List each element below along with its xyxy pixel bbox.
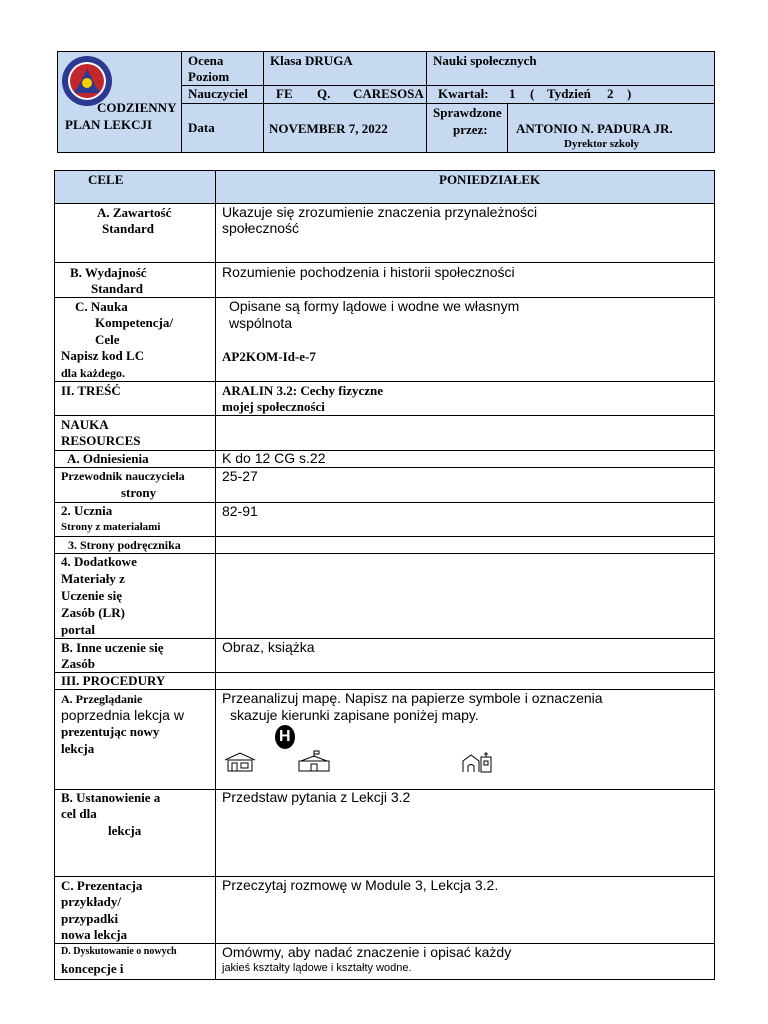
row-label: 4. Dodatkowe (61, 554, 137, 569)
hospital-icon (274, 724, 296, 750)
grade-value: Klasa DRUGA (270, 53, 353, 68)
hospital-letter: H (279, 728, 291, 745)
teacher-first: FE (276, 86, 293, 101)
row-label: przypadki (61, 911, 119, 926)
row-value: Przeanalizuj mapę. Napisz na papierze symbole i oznaczenia (222, 690, 603, 706)
row-value: Ukazuje się zrozumienie znaczenia przynależności (222, 204, 538, 220)
row-label: A. Przeglądanie (61, 692, 143, 706)
row-label: Zasób (61, 656, 95, 671)
row-label: B. Ustanowienie a (61, 790, 161, 805)
row-value: społeczność (222, 220, 300, 236)
row-value: 82-91 (222, 503, 258, 519)
section-label: II. TREŚĆ (61, 383, 121, 398)
checked-by-line2: przez: (453, 122, 488, 137)
row-label: lekcja (108, 823, 142, 838)
date-value: NOVEMBER 7, 2022 (269, 121, 388, 136)
row-label: Kompetencja/ (95, 315, 173, 330)
teacher-middle: Q. (317, 86, 331, 101)
row-value: mojej społeczności (222, 399, 325, 414)
row-value: Przeczytaj rozmowę w Module 3, Lekcja 3.2. (222, 877, 499, 893)
column-header-monday: PONIEDZIAŁEK (439, 172, 541, 187)
date-label: Data (188, 120, 215, 135)
lc-code: AP2KOM-Id-e-7 (222, 349, 316, 364)
row-label: przykłady/ (61, 894, 121, 909)
paren-open: ( (530, 86, 535, 101)
paren-close: ) (627, 86, 632, 101)
principal-title: Dyrektor szkoły (564, 138, 640, 150)
row-label: A. Zawartość (97, 205, 172, 220)
row-label: lekcja (61, 741, 95, 756)
week-label: Tydzień (547, 86, 591, 101)
row-label: Napisz kod LC (61, 348, 145, 363)
plan-title-line2: PLAN LEKCJI (65, 117, 153, 132)
row-label: C. Nauka (75, 299, 128, 314)
row-label: C. Prezentacja (61, 878, 143, 893)
row-value: wspólnota (229, 315, 293, 331)
row-label: prezentując nowy (61, 724, 160, 739)
row-label: Strony z materiałami (61, 521, 161, 533)
row-label: strony (121, 485, 157, 500)
row-value: K do 12 CG s.22 (222, 450, 326, 466)
week-value: 2 (607, 86, 614, 101)
table-header-row (55, 170, 714, 203)
row-value: skazuje kierunki zapisane poniżej mapy. (230, 707, 479, 723)
row-label: poprzednia lekcja w (61, 707, 184, 723)
church-icon (461, 751, 493, 773)
grade-label-line2: Poziom (188, 69, 230, 84)
row-value: 25-27 (222, 468, 258, 484)
quarter-value: 1 (509, 86, 516, 101)
grade-label-line1: Ocena (188, 53, 224, 68)
column-header-objectives: CELE (88, 172, 124, 187)
row-label: 3. Strony podręcznika (68, 538, 181, 552)
row-label: nowa lekcja (61, 927, 128, 942)
subject-value: Nauki społecznych (433, 53, 537, 68)
row-label: A. Odniesienia (67, 451, 149, 466)
row-value: Przedstaw pytania z Lekcji 3.2 (222, 789, 411, 805)
row-label: B. Inne uczenie się (61, 640, 164, 655)
teacher-name: CARESOSA (353, 86, 424, 101)
row-label: Cele (95, 332, 120, 347)
row-value: Obraz, książka (222, 639, 315, 655)
row-label: Uczenie się (61, 588, 123, 603)
row-label: Standard (91, 281, 144, 296)
principal-name: ANTONIO N. PADURA JR. (516, 121, 673, 136)
section-label: RESOURCES (61, 433, 141, 448)
house-icon (224, 752, 256, 772)
row-value: ARALIN 3.2: Cechy fizyczne (222, 383, 384, 398)
checked-by-line1: Sprawdzone (433, 105, 502, 120)
row-label: 2. Ucznia (61, 503, 113, 518)
row-label: portal (61, 622, 95, 637)
row-label: Materiały z (61, 571, 125, 586)
row-label: Standard (102, 221, 155, 236)
section-label: NAUKA (61, 417, 109, 432)
plan-title-line1: CODZIENNY (97, 100, 177, 115)
school-icon (297, 750, 331, 772)
row-label: D. Dyskutowanie o nowych (61, 946, 177, 957)
row-label: Zasób (LR) (61, 605, 125, 620)
row-label: koncepcje i (61, 961, 124, 976)
row-value: jakieś kształty lądowe i kształty wodne. (222, 962, 412, 974)
row-value: Rozumienie pochodzenia i historii społeczności (222, 264, 515, 280)
row-label: B. Wydajność (70, 265, 147, 280)
section-label: III. PROCEDURY (61, 673, 166, 688)
row-label: cel dla (61, 806, 97, 821)
teacher-label: Nauczyciel (188, 86, 248, 101)
quarter-label: Kwartał: (438, 86, 489, 101)
row-label: dla każdego. (61, 366, 126, 380)
row-label: Przewodnik nauczyciela (61, 469, 185, 483)
row-value: Opisane są formy lądowe i wodne we własnym (229, 298, 520, 314)
row-value: Omówmy, aby nadać znaczenie i opisać każdy (222, 944, 512, 960)
